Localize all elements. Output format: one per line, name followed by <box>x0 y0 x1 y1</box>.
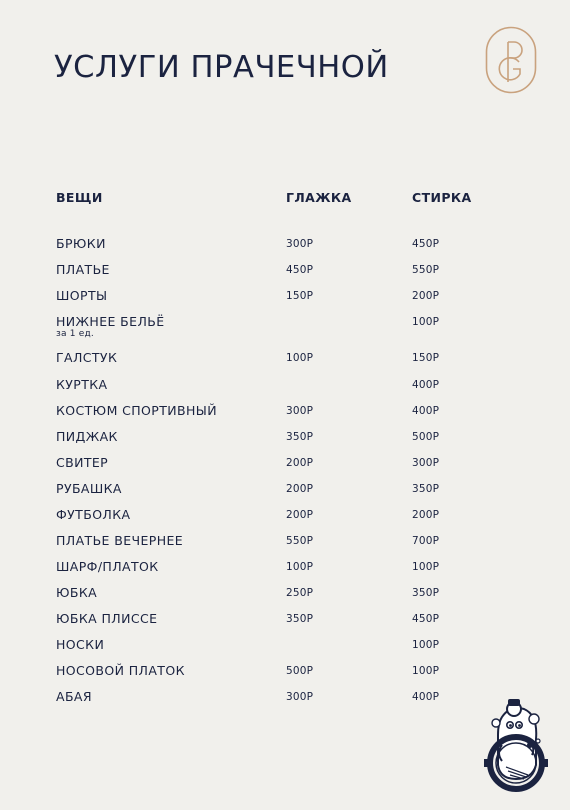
washing-price: 200Р <box>412 509 440 521</box>
table-row <box>0 611 570 631</box>
ironing-price: 200Р <box>286 457 314 469</box>
item-name: ШАРФ/ПЛАТОК <box>56 559 159 574</box>
ironing-price: 500Р <box>286 665 314 677</box>
ironing-price: 350Р <box>286 431 314 443</box>
table-row <box>0 288 570 308</box>
table-row <box>0 262 570 282</box>
washing-price: 350Р <box>412 587 440 599</box>
pg-monogram-icon <box>485 26 537 94</box>
table-row <box>0 236 570 256</box>
table-row <box>0 455 570 475</box>
page-title: УСЛУГИ ПРАЧЕЧНОЙ <box>54 50 389 85</box>
washing-price: 500Р <box>412 431 440 443</box>
washing-price: 700Р <box>412 535 440 547</box>
washing-price: 350Р <box>412 483 440 495</box>
item-name: ЮБКА <box>56 585 98 600</box>
item-name: НОСОВОЙ ПЛАТОК <box>56 663 185 678</box>
item-name: ПИДЖАК <box>56 429 118 444</box>
item-name: КУРТКА <box>56 377 108 392</box>
table-row <box>0 429 570 449</box>
table-row <box>0 637 570 657</box>
washing-price: 100Р <box>412 665 440 677</box>
table-row <box>0 350 570 370</box>
item-name: АБАЯ <box>56 689 92 704</box>
washing-price: 150Р <box>412 352 440 364</box>
item-name: ГАЛСТУК <box>56 350 118 365</box>
table-row <box>0 533 570 553</box>
table-row <box>0 377 570 397</box>
item-name: СВИТЕР <box>56 455 109 470</box>
item-name: КОСТЮМ СПОРТИВНЫЙ <box>56 403 217 418</box>
washing-machine-mascot-icon <box>472 695 562 795</box>
washing-price: 100Р <box>412 316 440 328</box>
item-name: РУБАШКА <box>56 481 122 496</box>
ironing-price: 200Р <box>286 509 314 521</box>
washing-price: 450Р <box>412 613 440 625</box>
washing-price: 300Р <box>412 457 440 469</box>
table-row <box>0 481 570 501</box>
column-header-washing: СТИРКА <box>412 190 472 205</box>
washing-price: 100Р <box>412 561 440 573</box>
washing-price: 200Р <box>412 290 440 302</box>
ironing-price: 550Р <box>286 535 314 547</box>
table-row <box>0 663 570 683</box>
ironing-price: 300Р <box>286 238 314 250</box>
item-note: за 1 ед. <box>56 329 94 339</box>
ironing-price: 450Р <box>286 264 314 276</box>
ironing-price: 100Р <box>286 561 314 573</box>
washing-price: 400Р <box>412 691 440 703</box>
ironing-price: 350Р <box>286 613 314 625</box>
washing-price: 100Р <box>412 639 440 651</box>
item-name: ФУТБОЛКА <box>56 507 131 522</box>
washing-price: 400Р <box>412 405 440 417</box>
item-name: НИЖНЕЕ БЕЛЬЁ <box>56 314 165 329</box>
ironing-price: 200Р <box>286 483 314 495</box>
column-header-ironing: ГЛАЖКА <box>286 190 352 205</box>
washing-price: 450Р <box>412 238 440 250</box>
item-name: ПЛАТЬЕ <box>56 262 110 277</box>
item-name: ПЛАТЬЕ ВЕЧЕРНЕЕ <box>56 533 184 548</box>
item-name: БРЮКИ <box>56 236 106 251</box>
column-header-items: ВЕЩИ <box>56 190 103 205</box>
table-row <box>0 403 570 423</box>
table-row <box>0 314 570 339</box>
washing-price: 400Р <box>412 379 440 391</box>
item-name: НОСКИ <box>56 637 105 652</box>
ironing-price: 300Р <box>286 691 314 703</box>
table-row <box>0 559 570 579</box>
item-name: ШОРТЫ <box>56 288 108 303</box>
item-name: ЮБКА ПЛИССЕ <box>56 611 158 626</box>
ironing-price: 300Р <box>286 405 314 417</box>
washing-price: 550Р <box>412 264 440 276</box>
ironing-price: 100Р <box>286 352 314 364</box>
ironing-price: 150Р <box>286 290 314 302</box>
table-row <box>0 585 570 605</box>
table-row <box>0 507 570 527</box>
ironing-price: 250Р <box>286 587 314 599</box>
